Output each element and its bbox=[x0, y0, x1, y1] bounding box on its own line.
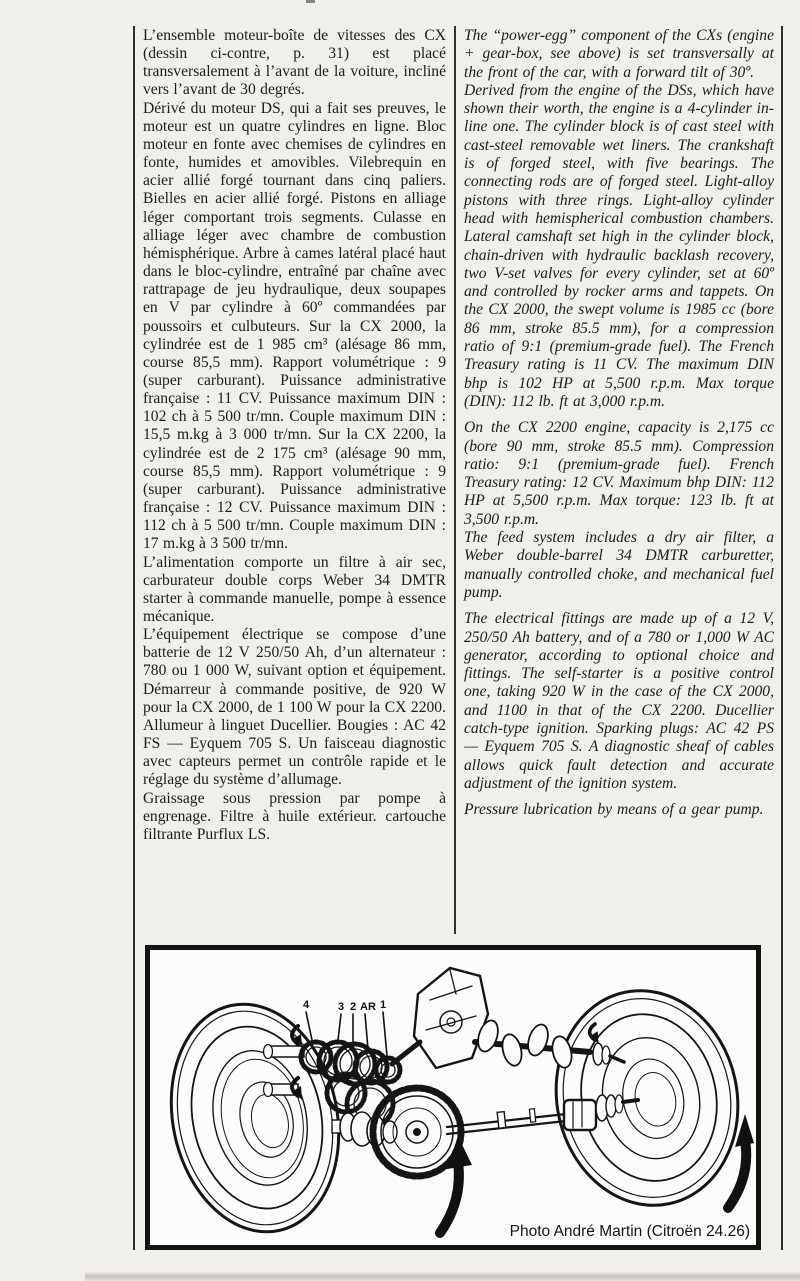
photo-credit-caption: Photo André Martin (Citroën 24.26) bbox=[498, 1222, 752, 1242]
english-paragraph: On the CX 2200 engine, capacity is 2,175 cc (bore 90 mm, stroke 85.5 mm). Compression ratio: 9:1 (premium-grade fuel). French Treasury rating: 12 CV. Maximum bhp DIN: 112 HP at 5,500 r.p.m. Max torque: 123 lb. ft at 3,500 r.p.m. bbox=[464, 419, 774, 528]
scan-artifact-top bbox=[306, 0, 315, 3]
english-paragraph: Pressure lubrication by means of a gear pump. bbox=[464, 801, 764, 819]
column-divider-rule bbox=[454, 26, 456, 934]
french-paragraph: Graissage sous pression par pompe à engrenage. Filtre à huile extérieur. cartouche filtrante Purflux LS. bbox=[143, 789, 446, 843]
drive-shaft bbox=[447, 1095, 638, 1134]
french-text-column bbox=[143, 27, 446, 844]
french-paragraph: Dérivé du moteur DS, qui a fait ses preuves, le moteur est un quatre cylindres en ligne. Bloc moteur en fonte avec chemises de cylindres en fonte, humides et amovibles. Vilebrequin en acier allié forgé tournant dans cinq paliers. Bielles en acier allié forgé. Pistons en alliage léger comportant trois segments. Culasse en alliage léger avec chambre de combustion hémisphérique. Arbre à cames latéral placé haut dans le bloc-cylindre, entraîné par chaîne avec rattrapage de jeu hydraulique, deux soupapes en V par cylindre à 60º commandées par poussoirs et culbuteurs. Sur la CX 2000, la cylindrée est de 1 985 cm³ (alésage 86 mm, course 85,5 mm). Rapport volumétrique : 9 (super carburant). Puissance administrative française : 11 CV. Puissance maximum DIN : 102 ch à 5 500 tr/mn. Couple maximum DIN : 15,5 m.kg à 3 000 tr/mn. Sur la CX 2200, la cylindrée est de 2 175 cm³ (alésage 90 mm, course 85,5 mm). Rapport volumétrique : 9 (super carburant). Puissance administrative française : 12 CV. Puissance maximum DIN : 112 ch à 5 500 tr/mn. Couple maximum DIN : 17 m.kg à 3 500 tr/mn. bbox=[143, 99, 446, 553]
clutch-housing bbox=[414, 968, 488, 1068]
french-paragraph: L’équipement électrique se compose d’une batterie de 12 V 250/50 Ah, d’un alternateur : 780 ou 1 000 W, suivant option et équipement. Démarreur à commande positive, de 920 W pour la CX 2000, de 1 100 W pour la CX 2200. Allumeur à linguet Ducellier. Bougies : AC 42 FS — Eyquem 705 S. Un faisceau diagnostic avec capteurs permet un contrôle rapide et le réglage du système d’allumage. bbox=[143, 626, 446, 789]
left-wheel bbox=[151, 988, 359, 1245]
gear-label-3: 3 bbox=[338, 1001, 345, 1013]
crankshaft bbox=[474, 1018, 624, 1070]
english-text-column bbox=[464, 27, 774, 819]
left-column-rule bbox=[133, 26, 135, 1250]
right-wheel bbox=[537, 974, 756, 1223]
wheel-rotation-arrow-left bbox=[440, 1136, 472, 1233]
french-paragraph: L’alimentation comporte un filtre à air sec, carburateur double corps Weber 34 DMTR starter à commande manuelle, pompe à essence mécanique. bbox=[143, 553, 446, 625]
english-paragraph: The feed system includes a dry air filter, a Weber double-barrel 34 DMTR carburetter, manually controlled choke, and mechanical fuel pump. bbox=[464, 529, 774, 601]
english-paragraph: Derived from the engine of the DSs, which have shown their worth, the engine is a 4-cylinder in-line one. The cylinder block is of cast steel with cast-steel removable wet liners. The crankshaft is of forged steel, with five bearings. The connecting rods are of forged steel. Light-alloy pistons with three rings. Light-alloy cylinder head with hemispherical combustion chambers. Lateral camshaft set high in the cylinder block, chain-driven with hydraulic backlash recovery, two V-set valves for every cylinder, set at 60º and controlled by rocker arms and tappets. On the CX 2000, the swept volume is 1985 cc (bore 86 mm, stroke 85.5 mm), for a compression ratio of 9:1 (premium-grade fuel). The French Treasury rating is 11 CV. The maximum DIN bhp is 102 HP at 5,500 r.p.m. Max torque (DIN): 112 lb. ft at 3,000 r.p.m. bbox=[464, 81, 774, 410]
scan-artifact-page-edge bbox=[85, 1271, 800, 1281]
gear-label-ar: AR bbox=[360, 1001, 376, 1013]
french-paragraph: L’ensemble moteur-boîte de vitesses des CX (dessin ci-contre, p. 31) est placé transversalement à l’avant de la voiture, incliné vers l’avant de 30 degrés. bbox=[143, 27, 446, 99]
gear-label-1: 1 bbox=[380, 999, 387, 1011]
english-paragraph: The electrical fittings are made up of a 12 V, 250/50 Ah battery, and of a 780 or 1,000 W AC generator, according to optional choice and fittings. The self-starter is a positive control one, taking 920 W in the case of the CX 2000, and 1100 in that of the CX 2200. Ducellier catch-type ignition. Sparking plugs: AC 42 PS — Eyquem 705 S. A diagnostic sheaf of cables allows quick fault detection and accurate adjustment of the ignition system. bbox=[464, 610, 774, 792]
right-column-rule bbox=[781, 26, 783, 1250]
drivetrain-illustration bbox=[150, 950, 756, 1245]
wheel-rotation-arrow-right bbox=[728, 1114, 754, 1208]
gear-label-2: 2 bbox=[350, 1001, 357, 1013]
gear-label-4: 4 bbox=[303, 999, 310, 1011]
english-paragraph: The “power-egg” component of the CXs (engine + gear-box, see above) is set transversally at the front of the car, with a forward tilt of 30º. bbox=[464, 27, 774, 81]
drivetrain-illustration-frame bbox=[145, 945, 761, 1250]
